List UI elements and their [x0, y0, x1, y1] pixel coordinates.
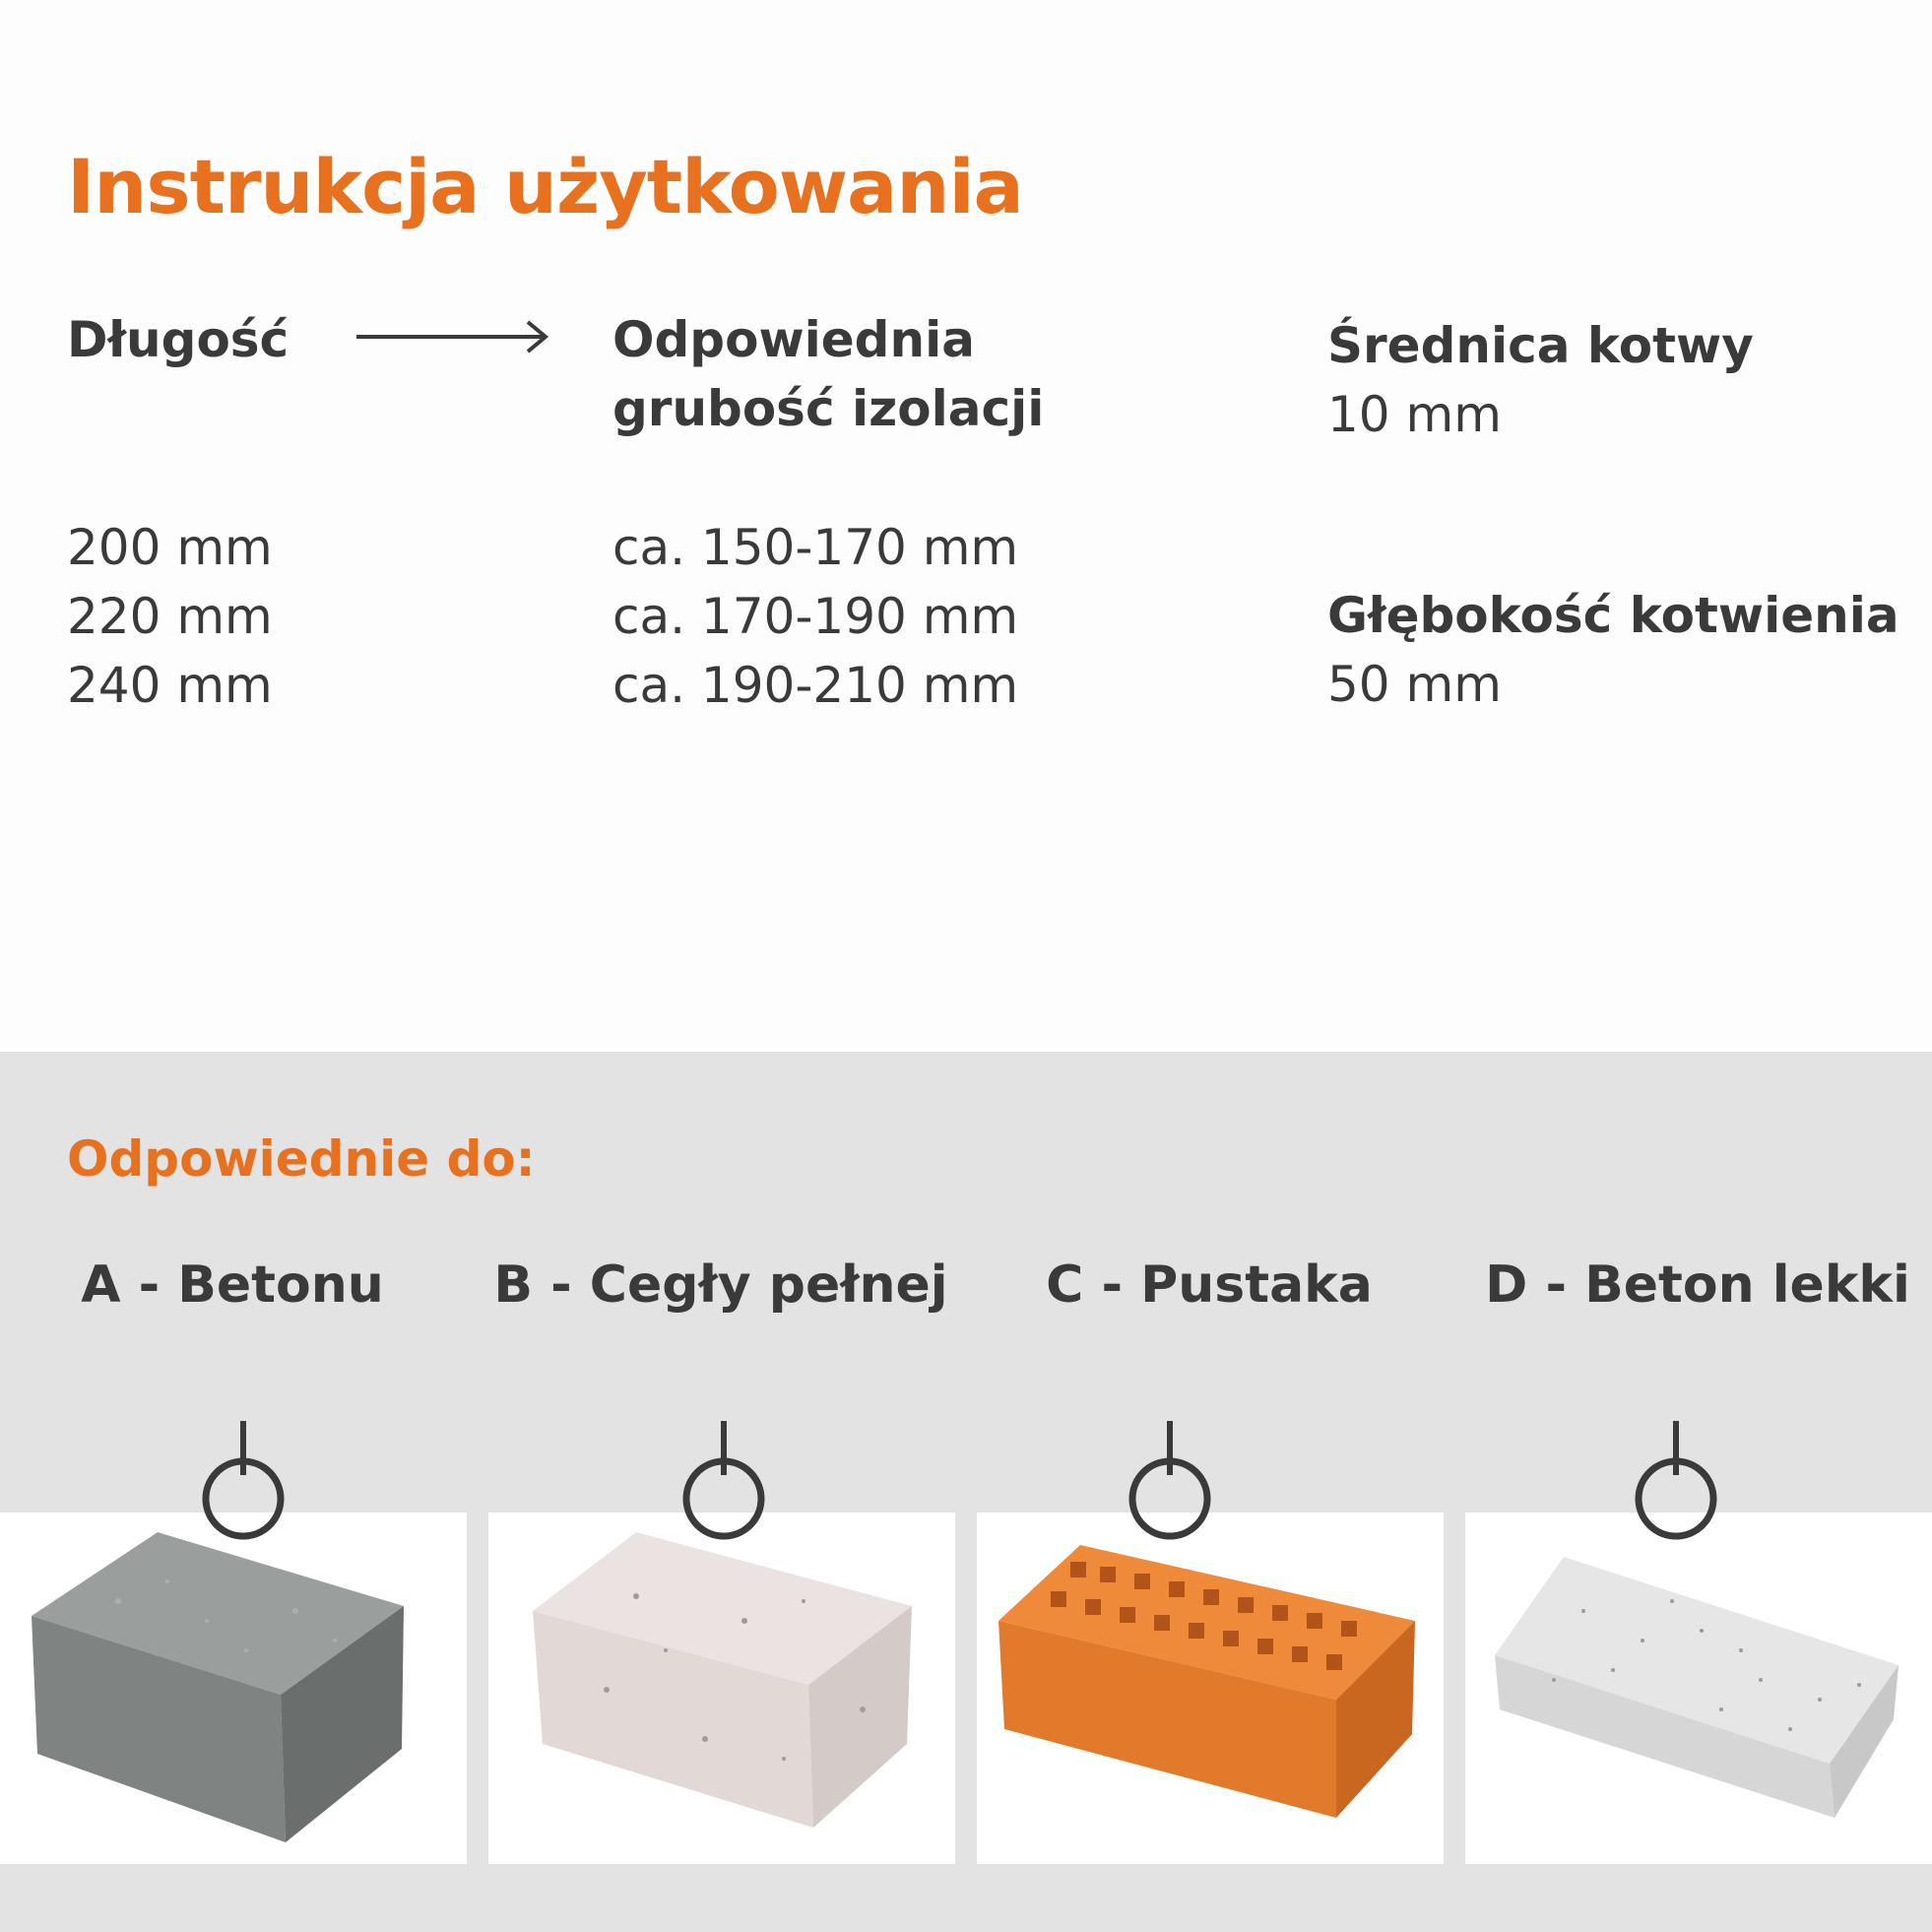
anchor-diameter-value: 10 mm — [1327, 386, 1502, 443]
anchor-depth-label: Głębokość kotwienia — [1327, 587, 1900, 644]
insulation-value: ca. 170-190 mm — [612, 588, 1019, 645]
insulation-label-line1: Odpowiednia — [612, 311, 975, 368]
insulation-label-line2: grubość izolacji — [612, 380, 1045, 437]
anchor-depth-value: 50 mm — [1327, 656, 1502, 713]
hanger-ring-icon — [1121, 1421, 1219, 1549]
arrow-right-icon — [354, 319, 551, 354]
material-label-c: C - Pustaka — [1046, 1256, 1373, 1315]
length-value: 200 mm — [67, 519, 273, 576]
material-label-b: B - Cegły pełnej — [493, 1256, 948, 1315]
concrete-block-icon — [0, 1513, 467, 1864]
hanger-ring-icon — [1627, 1421, 1725, 1549]
length-label: Długość — [67, 311, 290, 368]
insulation-value: ca. 150-170 mm — [612, 519, 1019, 576]
material-card-d — [1465, 1513, 1932, 1864]
material-card-a — [0, 1513, 467, 1864]
length-value: 240 mm — [67, 657, 273, 714]
insulation-list — [612, 513, 1018, 720]
hanger-ring-icon — [194, 1421, 292, 1549]
lightweight-concrete-icon — [1465, 1513, 1932, 1864]
length-list — [67, 513, 273, 720]
material-card-b — [488, 1513, 955, 1864]
material-label-d: D - Beton lekki — [1485, 1256, 1910, 1315]
suitable-heading: Odpowiednie do: — [67, 1130, 536, 1188]
page-title: Instrukcja użytkowania — [67, 143, 1023, 230]
length-value: 220 mm — [67, 588, 273, 645]
hollow-brick-icon — [977, 1513, 1444, 1864]
anchor-diameter-label: Średnica kotwy — [1327, 317, 1754, 374]
hanger-ring-icon — [675, 1421, 773, 1549]
material-card-c — [977, 1513, 1444, 1864]
material-label-a: A - Betonu — [81, 1256, 384, 1315]
solid-brick-icon — [488, 1513, 955, 1864]
insulation-value: ca. 190-210 mm — [612, 657, 1019, 714]
